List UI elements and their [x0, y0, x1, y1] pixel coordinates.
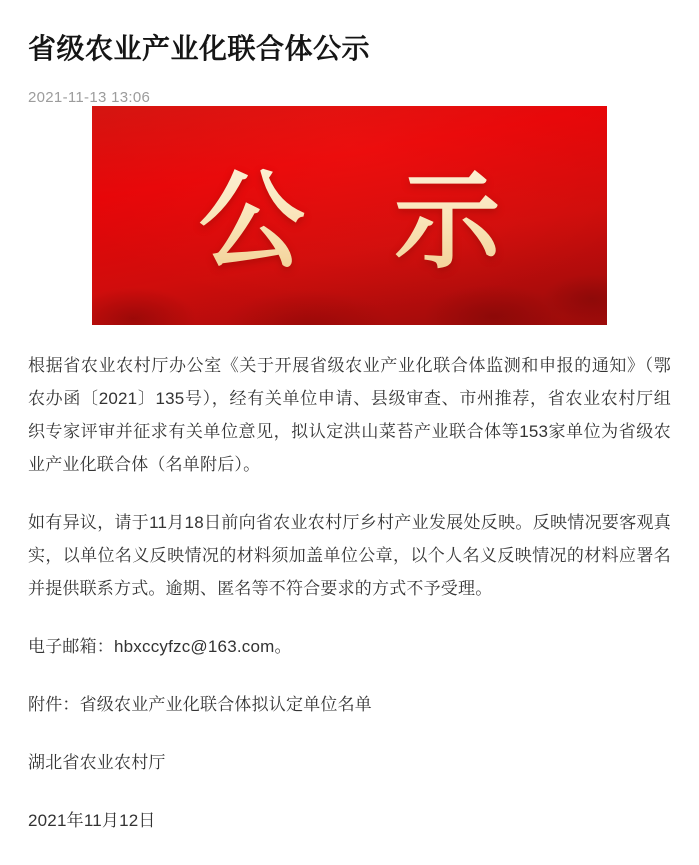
article-body — [28, 349, 671, 837]
signature-date: 2021年11月12日 — [28, 811, 156, 830]
paragraph-objection: 如有异议，请于11月18日前向省农业农村厅乡村产业发展处反映。反映情况要客观真实，以单位名义反映情况的材料须加盖单位公章，以个人名义反映情况的材料应署名并提供联系方式。逾期、匿名等不符合要求的方式不予受理。 — [28, 513, 671, 598]
banner-gongshi-text: 公 示 — [169, 136, 530, 288]
attachment-line: 附件：省级农业产业化联合体拟认定单位名单 — [28, 695, 372, 714]
page-title: 省级农业产业化联合体公示 — [28, 33, 371, 64]
signature-org: 湖北省农业农村厅 — [28, 753, 166, 772]
paragraph-basis: 根据省农业农村厅办公室《关于开展省级农业产业化联合体监测和申报的通知》（鄂农办函〔2021〕135号），经有关单位申请、县级审查、市州推荐，省农业农村厅组织专家评审并征求有关单位意见，拟认定洪山菜苔产业联合体等153家单位为省级农业产业化联合体（名单附后）。 — [28, 356, 671, 474]
announcement-banner-image — [92, 106, 607, 325]
email-line: 电子邮箱：hbxccyfzc@163.com。 — [28, 637, 292, 656]
publish-timestamp: 2021-11-13 13:06 — [28, 89, 151, 106]
